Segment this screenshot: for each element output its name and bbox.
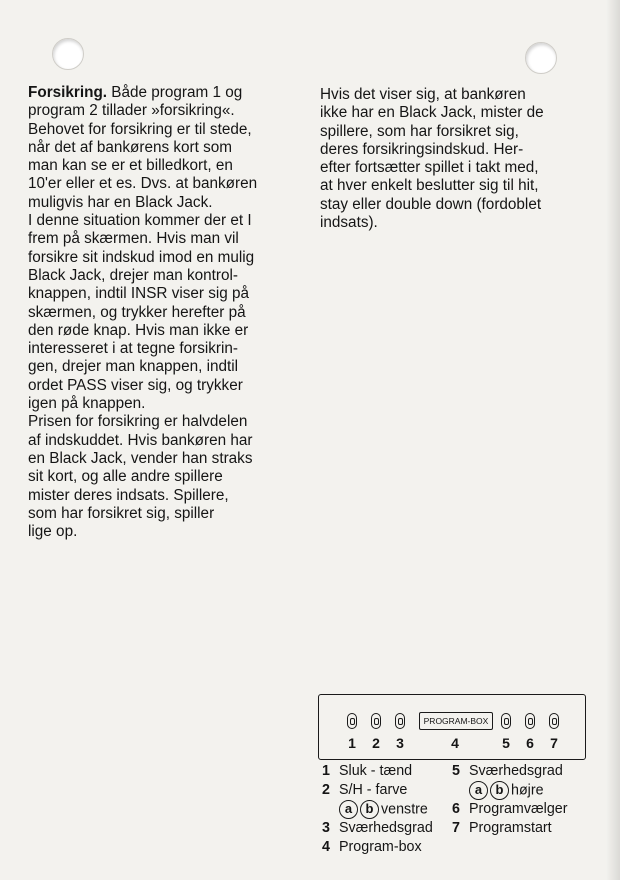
switch-6-icon: [525, 713, 535, 729]
legend-item-sub: a b højre: [452, 781, 592, 800]
legend-item: 6 Programvælger: [452, 801, 568, 817]
diagram-number: 1: [348, 735, 356, 751]
legend-item: 4 Program-box: [322, 839, 422, 855]
switch-5-icon: [501, 713, 511, 729]
text-line: sit kort, og alle andre spillere: [28, 468, 223, 486]
text-line: spillere, som har forsikret sig,: [320, 122, 519, 140]
text-line: stay eller double down (fordoblet: [320, 195, 542, 213]
switch-7-icon: [549, 713, 559, 729]
text-line: I denne situation kommer der et I: [28, 212, 252, 230]
text-line: muligvis har en Black Jack.: [28, 193, 213, 211]
page-edge-shadow: [606, 0, 620, 880]
text-line: indsats).: [320, 214, 378, 232]
text-line: program 2 tillader »forsikring«.: [28, 102, 235, 120]
text-line: frem på skærmen. Hvis man vil: [28, 230, 239, 248]
diagram-number: 7: [550, 735, 558, 751]
text-line: skærmen, og trykker herefter på: [28, 303, 246, 321]
left-text-column: [28, 84, 300, 541]
binder-hole-right: [525, 42, 557, 74]
switch-2-icon: [371, 713, 381, 729]
diagram-number: 3: [396, 735, 404, 751]
legend-item: 7 Programstart: [452, 820, 552, 836]
text-line: ikke har en Black Jack, mister de: [320, 104, 544, 122]
text-line: interesseret i at tegne forsikrin-: [28, 340, 238, 358]
b-badge-icon: b: [490, 781, 509, 800]
text-line: gen, drejer man knappen, indtil: [28, 358, 239, 376]
text-line: af indskuddet. Hvis bankøren har: [28, 431, 253, 449]
text-line: en Black Jack, vender han straks: [28, 449, 253, 467]
a-badge-icon: a: [469, 781, 488, 800]
text-line: den røde knap. Hvis man ikke er: [28, 321, 249, 339]
legend-item: 5 Sværhedsgrad: [452, 763, 563, 779]
diagram-number: 4: [451, 735, 459, 751]
diagram-number: 5: [502, 735, 510, 751]
text-line: mister deres indsats. Spillere,: [28, 486, 229, 504]
text-line: Forsikring. Både program 1 og: [28, 84, 243, 101]
a-badge-icon: a: [339, 800, 358, 819]
text-line: Black Jack, drejer man kontrol-: [28, 266, 238, 284]
text-line: 10'er eller et es. Dvs. at bankøren: [28, 175, 258, 193]
text-line: igen på knappen.: [28, 395, 146, 413]
text-line: man kan se er et billedkort, en: [28, 157, 233, 175]
text-line: Behovet for forsikring er til stede,: [28, 120, 252, 138]
text-line: som har forsikret sig, spiller: [28, 504, 215, 522]
console-controls-diagram: [318, 694, 586, 760]
binder-hole-left: [52, 38, 84, 70]
b-badge-icon: b: [360, 800, 379, 819]
text-line: Prisen for forsikring er halvdelen: [28, 413, 248, 431]
text-line: knappen, indtil INSR viser sig på: [28, 285, 250, 303]
text-line: Hvis det viser sig, at bankøren: [320, 86, 526, 103]
legend-item-sub: a b venstre: [322, 800, 452, 819]
controls-legend-left: [322, 762, 452, 857]
diagram-number: 6: [526, 735, 534, 751]
text-line: når det af bankørens kort som: [28, 138, 233, 156]
switch-1-icon: [347, 713, 357, 729]
legend-item: 1 Sluk - tænd: [322, 763, 413, 779]
text-line: at hver enkelt beslutter sig til hit,: [320, 177, 539, 195]
text-line: ordet PASS viser sig, og trykker: [28, 376, 243, 394]
controls-legend-right: [452, 762, 592, 838]
legend-item: 2 S/H - farve: [322, 782, 408, 798]
text-line: forsikre sit indskud imod en mulig: [28, 248, 255, 266]
switch-3-icon: [395, 713, 405, 729]
text-line: deres forsikringsindskud. Her-: [320, 140, 524, 158]
right-text-column: [320, 86, 590, 232]
diagram-number: 2: [372, 735, 380, 751]
program-box-slot: PROGRAM-BOX: [419, 712, 493, 730]
legend-item: 3 Sværhedsgrad: [322, 820, 433, 836]
text-line: efter fortsætter spillet i takt med,: [320, 159, 539, 177]
text-line: lige op.: [28, 523, 78, 541]
section-heading: Forsikring.: [28, 84, 108, 101]
